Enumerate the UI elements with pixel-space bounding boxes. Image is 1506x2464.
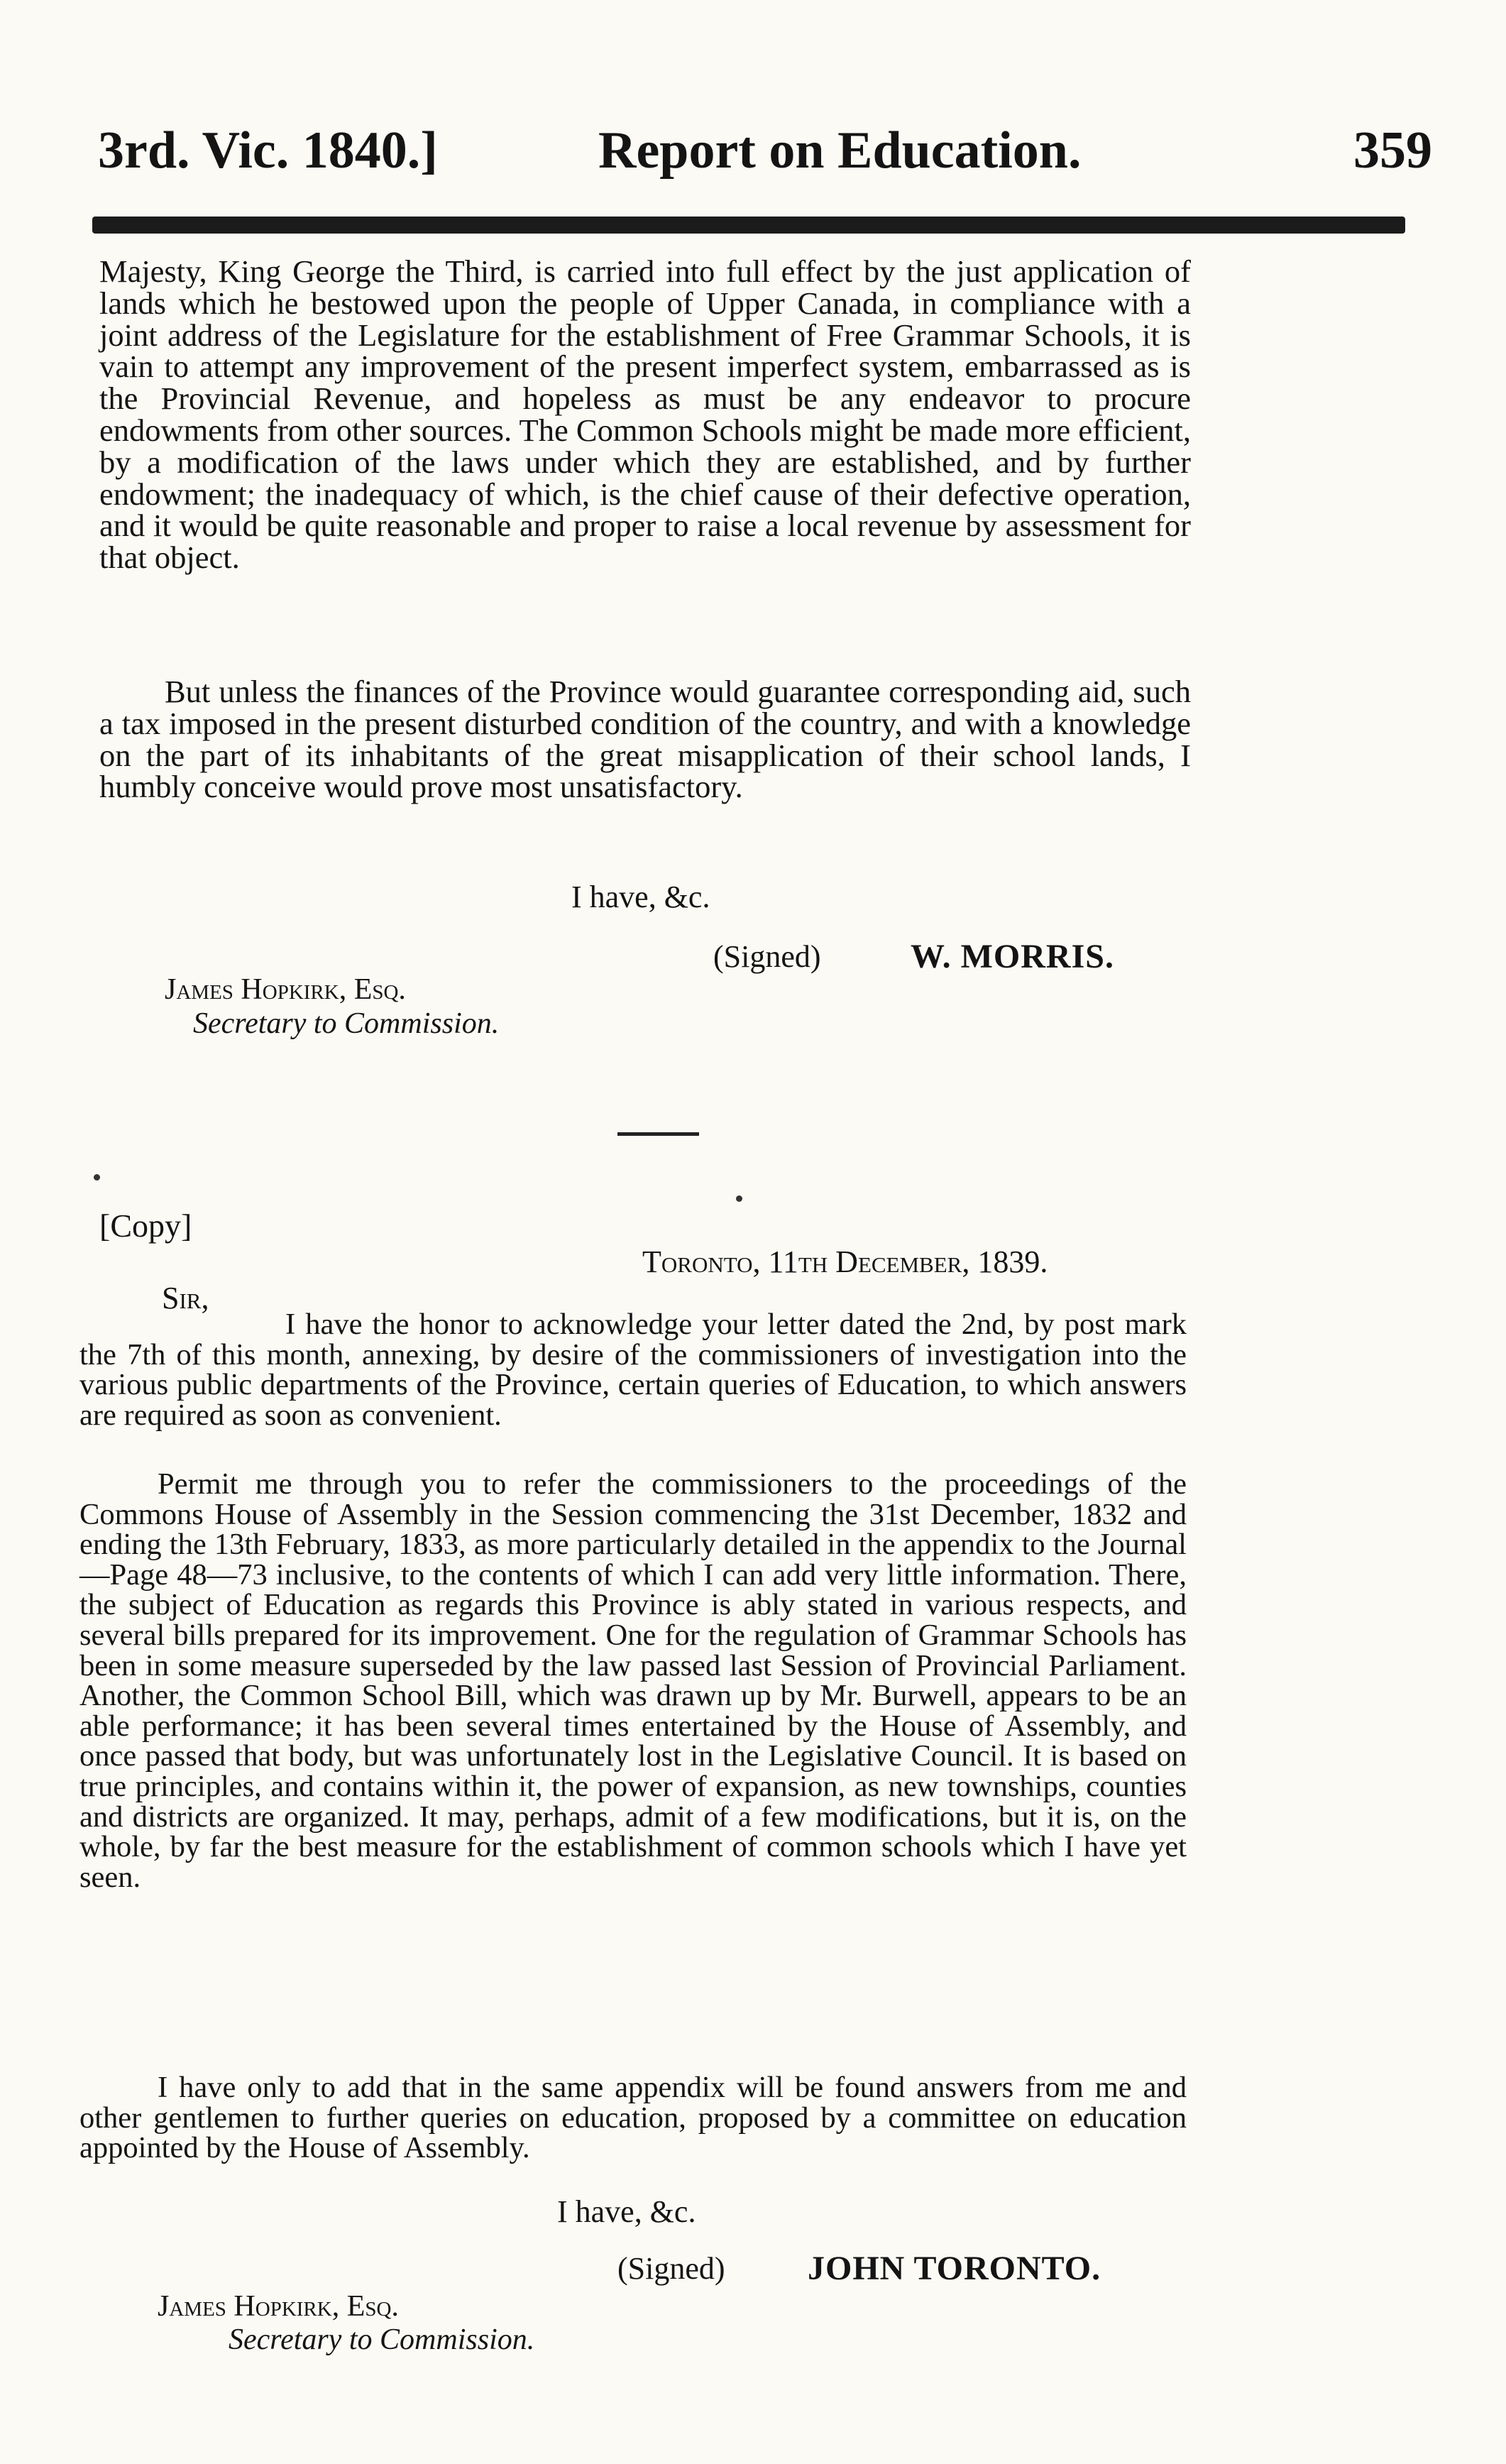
letter-two-paragraph-1-text: I have the honor to acknowledge your letter dated the 2nd, by post mark the 7th of this month, annexing, by desire of the commissioners of investigation into the various public departments of the Province, certain queries of Education, to which answers are required as soon as convenient.	[79, 1308, 1187, 1432]
running-header	[98, 121, 1432, 199]
letter-two-paragraph-3: I have only to add that in the same appendix will be found answers from me and other gentlemen to further queries on education, proposed by a committee on education appointed by the House of Assembly.	[79, 2071, 1187, 2165]
letter-one-paragraph-2: But unless the finances of the Province would guarantee corresponding aid, such a tax imposed in the present disturbed condition of the country, and with a knowledge on the part of its inhabitants of the great misapplication of their school lands, I humbly conceive would prove most unsatisfactory.	[99, 674, 1191, 805]
print-speck	[94, 1174, 100, 1181]
letter-two-salutation: Sir,	[162, 1281, 209, 1315]
letter-two-paragraph-2: Permit me through you to refer the commissioners to the proceedings of the Commons House of Assembly in the Session commencing the 31st December, 1832 and ending the 13th February, 1833, as more particularly detailed in the appendix to the Journal—Page 48—73 inclusive, to the contents of which I can add very little information. There, the subject of Education as regards this Province is ably stated in various respects, and several bills prepared for its improvement. One for the regulation of Grammar Schools has been in some measure superseded by the law passed last Session of Provincial Parliament. Another, the Common School Bill, which was drawn up by Mr. Burwell, appears to be an able performance; it has been several times entertained by the House of Assembly, and once passed that body, but was unfortunately lost in the Legislative Council. It is based on true principles, and contains within it, the power of expansion, as new townships, counties and districts are organized. It may, perhaps, admit of a few modifications, but it is, on the whole, by far the best measure for the establishment of common schools which I have yet seen.	[79, 1467, 1187, 1894]
header-rule	[92, 217, 1405, 234]
letter-two-signed: (Signed)	[617, 2251, 725, 2286]
copy-label: [Copy]	[99, 1208, 192, 1244]
letter-two-signature: JOHN TORONTO.	[808, 2250, 1101, 2287]
letter-one-signature: W. MORRIS.	[911, 938, 1114, 975]
letter-one-paragraph-1: Majesty, King George the Third, is carried into full effect by the just application of lands which he bestowed upon the people of Upper Canada, in compliance with a joint address of the Legislature for the establishment of Free Grammar Schools, it is vain to attempt any improvement of the present imperfect system, embarrassed as is the Provincial Revenue, and hopeless as must be any endeavor to procure endowments from other sources. The Common Schools might be made more efficient, by a modification of the laws under which they are established, and by further endowment; the inadequacy of which, is the chief cause of their defective operation, and it would be quite reasonable and proper to raise a local revenue by assessment for that object.	[99, 253, 1191, 576]
print-speck	[736, 1195, 742, 1202]
letter-one-closing: I have, &c.	[571, 880, 710, 914]
letter-one-addressee-name: James Hopkirk, Esq.	[165, 973, 406, 1006]
section-divider	[617, 1132, 699, 1136]
header-regnal-year: 3rd. Vic. 1840.]	[98, 121, 438, 180]
letter-two-addressee-title: Secretary to Commission.	[229, 2323, 535, 2356]
letter-two-closing: I have, &c.	[557, 2194, 696, 2229]
letter-one-signed: (Signed)	[713, 939, 821, 974]
letter-two-place-date: Toronto, 11th December, 1839.	[642, 1244, 1048, 1279]
letter-one-addressee-title: Secretary to Commission.	[193, 1007, 500, 1040]
letter-two-addressee-name: James Hopkirk, Esq.	[158, 2290, 399, 2323]
header-title: Report on Education.	[598, 121, 1082, 180]
letter-two-paragraph-1	[79, 1310, 1187, 1430]
page-number: 359	[1353, 121, 1432, 180]
